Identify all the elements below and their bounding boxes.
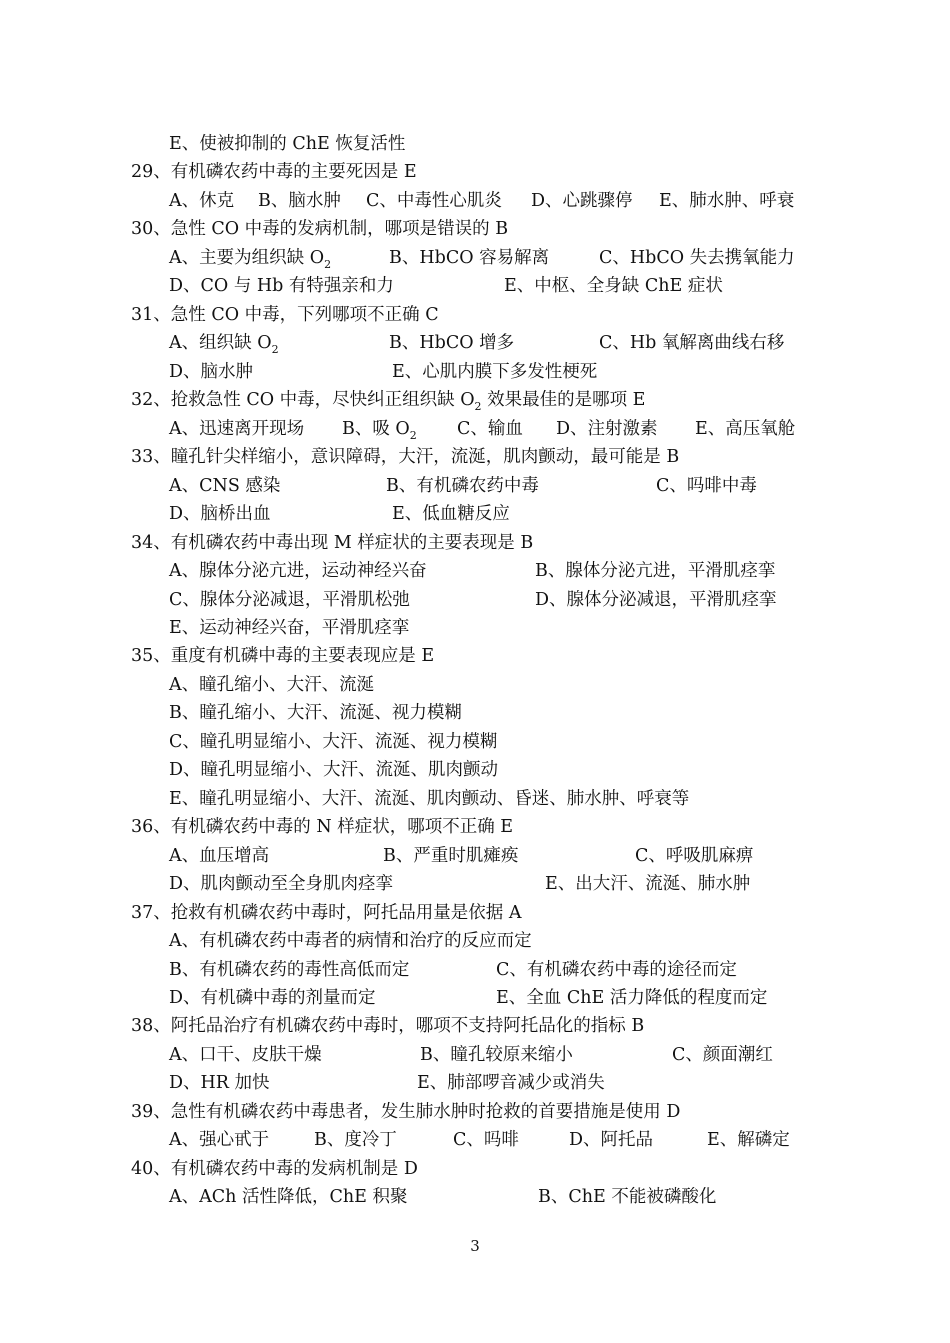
option-c: C、中毒性心肌炎 (366, 191, 502, 211)
option-c: C、吗啡 (453, 1130, 519, 1150)
option-e: E、低血糖反应 (392, 504, 510, 524)
option-d: D、注射激素 (556, 419, 658, 439)
subscript: 2 (474, 400, 482, 413)
option-b: B、瞳孔缩小、大汗、流涎、视力模糊 (169, 703, 462, 723)
option-a-text: A、主要为组织缺 O (169, 248, 325, 268)
option-text: E、使被抑制的 ChE 恢复活性 (169, 134, 406, 154)
option-b: B、脑水肿 (258, 191, 341, 211)
option-e: E、心肌内膜下多发性梗死 (392, 362, 598, 382)
option-d: D、CO 与 Hb 有特强亲和力 (169, 276, 394, 296)
option-e: E、肺水肿、呼衰 (659, 191, 795, 211)
option-a: A、瞳孔缩小、大汗、流涎 (169, 675, 375, 695)
option-e: E、中枢、全身缺 ChE 症状 (504, 276, 723, 296)
option-a: A、腺体分泌亢进，运动神经兴奋 (169, 561, 427, 581)
option-c: C、HbCO 失去携氧能力 (599, 248, 795, 268)
option-a: A、CNS 感染 (169, 476, 281, 496)
option-e: E、高压氧舱 (695, 419, 796, 439)
option-b: B、HbCO 容易解离 (389, 248, 550, 268)
question-text: 33、瞳孔针尖样缩小，意识障碍，大汗，流涎，肌肉颤动，最可能是 B (131, 447, 680, 467)
option-c: C、腺体分泌减退，平滑肌松弛 (169, 590, 410, 610)
option-a: A、口干、皮肤干燥 (169, 1045, 322, 1065)
option-d: D、有机磷中毒的剂量而定 (169, 988, 376, 1008)
option-e: E、全血 ChE 活力降低的程度而定 (496, 988, 768, 1008)
option-d: D、HR 加快 (169, 1073, 270, 1093)
option-d: D、心跳骤停 (531, 191, 633, 211)
option-b: B、HbCO 增多 (389, 333, 515, 353)
option-b: B、有机磷农药中毒 (386, 476, 539, 496)
option-b: B、ChE 不能被磷酸化 (538, 1187, 717, 1207)
option-e: E、解磷定 (707, 1130, 790, 1150)
question-text: 29、有机磷农药中毒的主要死因是 E (131, 162, 417, 182)
subscript: 2 (271, 343, 279, 356)
option-a: A、血压增高 (169, 846, 270, 866)
option-a: A、有机磷农药中毒者的病情和治疗的反应而定 (169, 931, 532, 951)
option-a (169, 332, 279, 354)
option-c: C、吗啡中毒 (656, 476, 757, 496)
option-d: D、阿托品 (569, 1130, 654, 1150)
option-c: C、Hb 氧解离曲线右移 (599, 333, 785, 353)
question-text-part: 效果最佳的是哪项 E (481, 390, 646, 410)
question-text: 31、急性 CO 中毒，下列哪项不正确 C (131, 305, 439, 325)
option-d: D、肌肉颤动至全身肌肉痉挛 (169, 874, 394, 894)
question-text: 37、抢救有机磷农药中毒时，阿托品用量是依据 A (131, 903, 522, 923)
option-b: B、瞳孔较原来缩小 (420, 1045, 573, 1065)
option-a-text: A、组织缺 O (169, 333, 272, 353)
option-a: A、ACh 活性降低，ChE 积聚 (169, 1187, 408, 1207)
option-a: A、强心甙于 (169, 1130, 270, 1150)
option-a (169, 247, 331, 269)
question-text-part: 32、抢救急性 CO 中毒，尽快纠正组织缺 O (131, 390, 475, 410)
question-text: 30、急性 CO 中毒的发病机制，哪项是错误的 B (131, 219, 509, 239)
option-e: E、出大汗、流涎、肺水肿 (545, 874, 751, 894)
question-text (131, 389, 645, 411)
option-e: E、运动神经兴奋，平滑肌痉挛 (169, 618, 410, 638)
option-b (342, 418, 417, 440)
page-number: 3 (470, 1237, 480, 1255)
question-text: 35、重度有机磷中毒的主要表现应是 E (131, 646, 435, 666)
option-d: D、瞳孔明显缩小、大汗、流涎、肌肉颤动 (169, 760, 499, 780)
option-c: C、颜面潮红 (672, 1045, 773, 1065)
question-text: 40、有机磷农药中毒的发病机制是 D (131, 1159, 418, 1179)
option-b: B、有机磷农药的毒性高低而定 (169, 960, 410, 980)
question-text: 36、有机磷农药中毒的 N 样症状，哪项不正确 E (131, 817, 514, 837)
option-e: E、肺部啰音减少或消失 (417, 1073, 605, 1093)
subscript: 2 (409, 429, 417, 442)
question-text: 34、有机磷农药中毒出现 M 样症状的主要表现是 B (131, 533, 534, 553)
question-text: 39、急性有机磷农药中毒患者，发生肺水肿时抢救的首要措施是使用 D (131, 1102, 681, 1122)
option-d: D、脑桥出血 (169, 504, 271, 524)
option-b: B、度冷丁 (314, 1130, 397, 1150)
option-c: C、输血 (457, 419, 523, 439)
option-b: B、腺体分泌亢进，平滑肌痉挛 (535, 561, 776, 581)
option-d: D、脑水肿 (169, 362, 254, 382)
option-c: C、有机磷农药中毒的途径而定 (496, 960, 737, 980)
option-a: A、迅速离开现场 (169, 419, 305, 439)
question-text: 38、阿托品治疗有机磷农药中毒时，哪项不支持阿托品化的指标 B (131, 1016, 645, 1036)
option-e: E、瞳孔明显缩小、大汗、流涎、肌肉颤动、昏迷、肺水肿、呼衰等 (169, 789, 690, 809)
subscript: 2 (324, 258, 332, 271)
option-c: C、瞳孔明显缩小、大汗、流涎、视力模糊 (169, 732, 498, 752)
option-b-text: B、吸 O (342, 419, 410, 439)
option-d: D、腺体分泌减退，平滑肌痉挛 (535, 590, 777, 610)
option-a: A、休克 (169, 191, 235, 211)
option-b: B、严重时肌瘫痪 (383, 846, 519, 866)
option-c: C、呼吸肌麻痹 (635, 846, 754, 866)
